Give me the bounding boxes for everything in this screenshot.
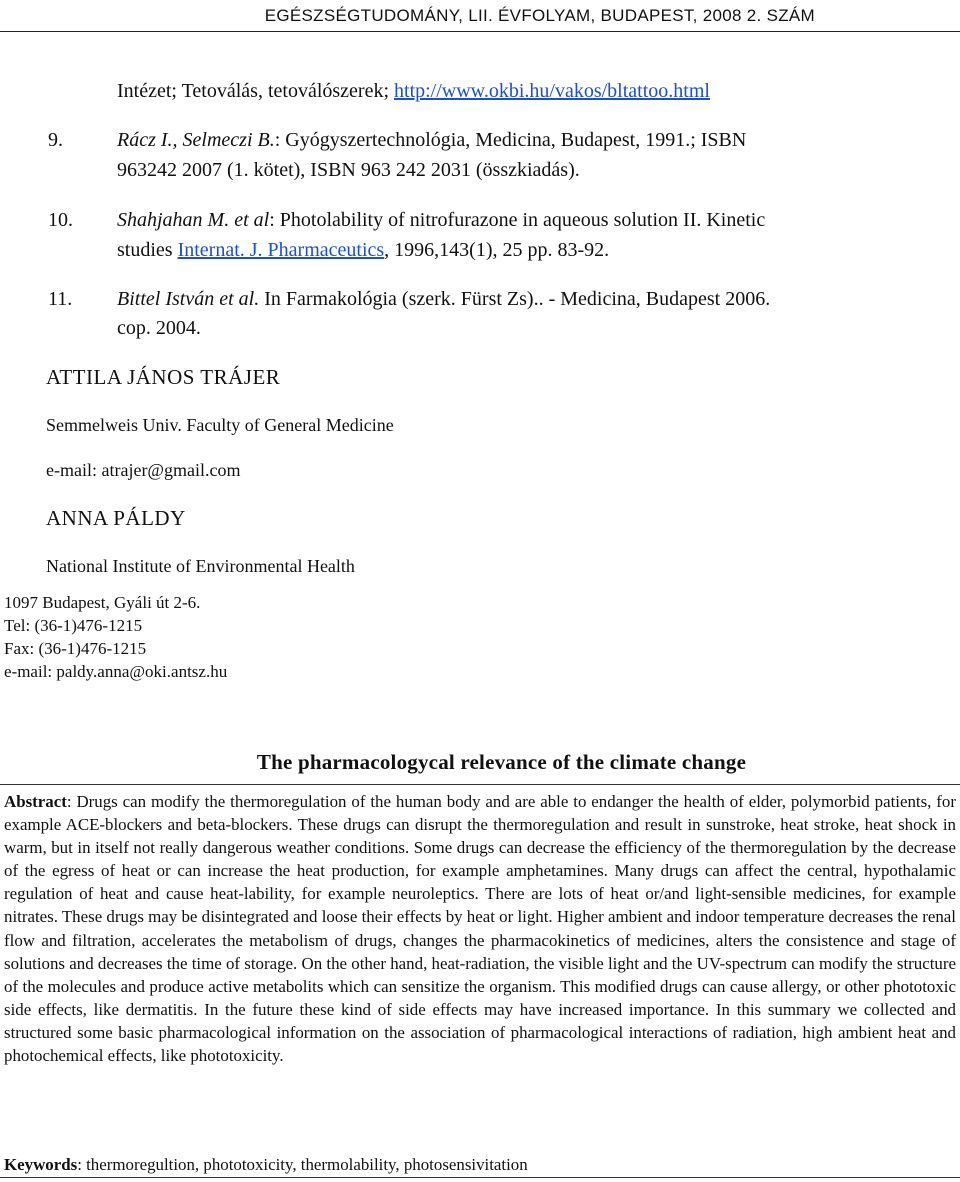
reference-10-etal: et al bbox=[229, 209, 270, 231]
reference-11-authors: Bittel István et al. bbox=[117, 288, 260, 310]
reference-8-tail bbox=[117, 79, 710, 103]
reference-10-title: : Photolability of nitrofurazone in aqueous solution II. Kinetic bbox=[269, 209, 766, 231]
abstract bbox=[4, 790, 956, 1067]
abstract-text: : Drugs can modify the thermoregulation of the human body and are able to endanger the health of elder, polymorbid patients, for example ACE-blockers and beta-blockers. These drugs can disrupt the thermoregulation and result in sunstroke, heat stroke, heat shock in warm, but in itself not really dangerous weather conditions. Some drugs can decrease the efficiency of the thermoregulation by the decrease of the egress of heat or can increase the heat production, for example amphetamines. Many drugs can affect the central, hypothalamic regulation of heat and cause heat-lability, for example neuroleptics. There are lots of heat or/and light-sensible medicines, for example nitrates. These drugs may be disintegrated and loose their effects by heat or light. Higher ambient and indoor temperature decreases the renal flow and filtration, accelerates the metabolism of drugs, changes the pharmacokinetics of medicines, alters the consistence and stage of solutions and decreases the time of storage. On the other hand, heat-radiation, the visible light and the UV-spectrum can modify the structure of the molecules and produce active metabolits which can sensitize the organism. This modified drugs can cause allergy, or other phototoxic side effects, like dermatitis. In the future these kind of side effects may have increased importance. In this summary we collected and structured some basic pharmacological information on the association of pharmacological interactions of radiation, high ambient heat and photochemical effects, like phototoxicity. bbox=[4, 792, 956, 1066]
reference-11-title: In Farmakológia (szerk. Fürst Zs).. - Medicina, Budapest 2006. bbox=[259, 288, 771, 310]
reference-9-authors: Rácz I., Selmeczi B. bbox=[117, 129, 275, 151]
bottom-rule bbox=[0, 1177, 960, 1178]
reference-9-number: 9. bbox=[48, 129, 63, 151]
reference-9-line1 bbox=[117, 128, 746, 152]
keywords-label: Keywords bbox=[4, 1155, 78, 1174]
abstract-label: Abstract bbox=[4, 792, 67, 811]
running-title: EGÉSZSÉGTUDOMÁNY, LII. ÉVFOLYAM, BUDAPEST, 2008 2. SZÁM bbox=[264, 6, 815, 25]
author-2-address: 1097 Budapest, Gyáli út 2-6. bbox=[4, 593, 201, 612]
reference-8-link[interactable]: http://www.okbi.hu/vakos/bltattoo.html bbox=[394, 80, 710, 102]
author-2-name: ANNA PÁLDY bbox=[46, 506, 186, 530]
reference-10-number: 10. bbox=[48, 209, 73, 231]
reference-10-journal-link[interactable]: Internat. J. Pharmaceutics bbox=[177, 239, 385, 261]
author-1-affiliation: Semmelweis Univ. Faculty of General Medicine bbox=[46, 415, 394, 435]
article-title: The pharmacologycal relevance of the climate change bbox=[256, 750, 747, 774]
reference-11-line2: cop. 2004. bbox=[117, 317, 201, 339]
reference-11-line1 bbox=[117, 287, 770, 311]
reference-8-text: Intézet; Tetoválás, tetoválószerek; bbox=[117, 80, 395, 102]
reference-9-title: : Gyógyszertechnológia, Medicina, Budapest, 1991.; ISBN bbox=[274, 129, 747, 151]
reference-10-authors: Shahjahan M. bbox=[117, 209, 230, 231]
title-rule bbox=[0, 784, 960, 785]
keywords bbox=[4, 1153, 528, 1176]
reference-10-line1 bbox=[117, 208, 765, 232]
author-2-affiliation: National Institute of Environmental Health bbox=[46, 556, 355, 576]
author-2-tel: Tel: (36-1)476-1215 bbox=[4, 616, 143, 635]
author-1-email: e-mail: atrajer@gmail.com bbox=[46, 460, 241, 480]
keywords-text: : thermoregultion, phototoxicity, thermolability, photosensivitation bbox=[77, 1155, 528, 1174]
reference-10-pages: , 1996,143(1), 25 pp. 83-92. bbox=[384, 239, 610, 261]
reference-10-line2 bbox=[117, 238, 609, 262]
reference-9-line2: 963242 2007 (1. kötet), ISBN 963 242 2031 (összkiadás). bbox=[117, 159, 580, 181]
author-2-email: e-mail: paldy.anna@oki.antsz.hu bbox=[4, 662, 228, 681]
author-1-name: ATTILA JÁNOS TRÁJER bbox=[46, 365, 281, 389]
reference-10-studies: studies bbox=[117, 239, 178, 261]
author-2-fax: Fax: (36-1)476-1215 bbox=[4, 639, 147, 658]
reference-11-number: 11. bbox=[48, 288, 73, 310]
running-header bbox=[0, 4, 960, 32]
